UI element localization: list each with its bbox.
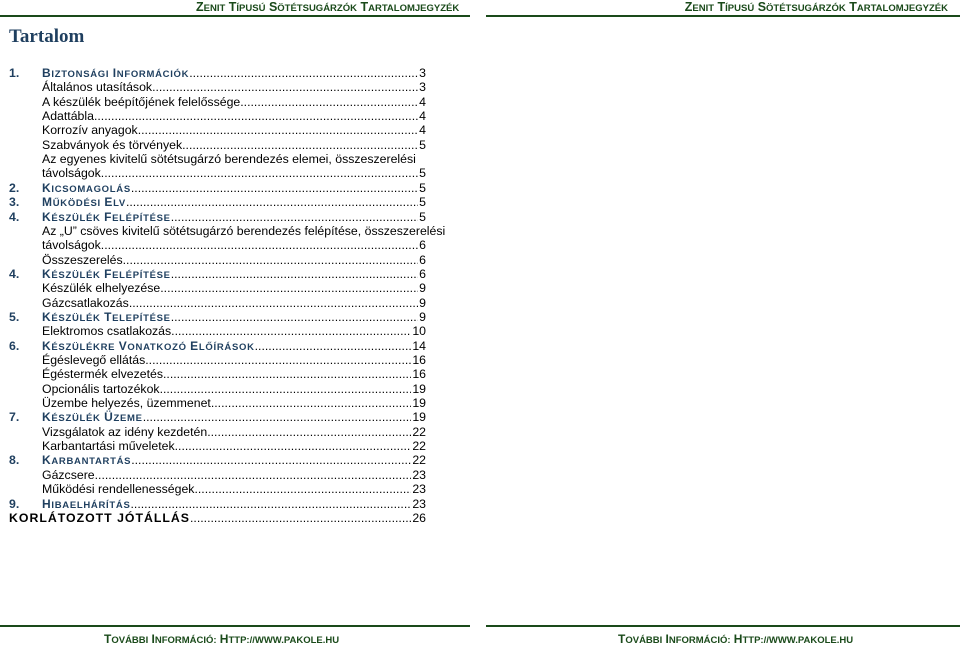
dot-leader — [182, 138, 418, 153]
dot-leader — [145, 353, 411, 368]
toc-entry-label: HIBAELHÁRÍTÁS — [42, 497, 131, 511]
toc-page-number: 16 — [412, 353, 426, 367]
toc-page-number: 9 — [419, 281, 426, 295]
dot-leader — [175, 439, 412, 454]
toc-entry-label: Készülék elhelyezése — [42, 281, 161, 295]
toc-entry-label: KÉSZÜLÉK ÜZEME — [42, 410, 143, 424]
toc-heading: Tartalom — [9, 26, 85, 47]
toc-entry[interactable] — [0, 109, 440, 124]
toc-page-number: 23 — [412, 468, 426, 482]
toc-entry-label: KORLÁTOZOTT JÓTÁLLÁS — [9, 511, 190, 525]
toc-page-number: 5 — [419, 210, 426, 224]
toc-page-number: 5 — [419, 138, 426, 152]
toc-entry[interactable] — [0, 468, 440, 483]
dot-leader — [94, 109, 418, 124]
toc-entry-label: Égéstermék elvezetés — [42, 367, 163, 381]
dot-leader — [163, 367, 411, 382]
dot-leader — [207, 425, 411, 440]
toc-entry[interactable] — [0, 439, 440, 454]
toc-section-number: 5. — [9, 310, 20, 324]
toc-page-number: 26 — [412, 511, 426, 525]
toc-entry-label: BIZTONSÁGI INFORMÁCIÓK — [42, 66, 190, 80]
toc-entry-label: Üzembe helyezés, üzemmenet — [42, 396, 211, 410]
toc-entry-label: MŰKÖDÉSI ELV — [42, 195, 126, 209]
toc-entry[interactable] — [0, 138, 440, 153]
toc-page-number: 4 — [419, 95, 426, 109]
dot-leader — [131, 181, 418, 196]
toc-section-number: 6. — [9, 339, 20, 353]
toc-section-entry[interactable] — [0, 210, 440, 225]
toc-section-number: 1. — [9, 66, 20, 80]
dot-leader — [171, 310, 418, 325]
toc-page-number: 6 — [419, 253, 426, 267]
toc-page-number: 19 — [412, 410, 426, 424]
dot-leader — [95, 468, 412, 483]
dot-leader — [126, 195, 418, 210]
toc-entry[interactable] — [0, 253, 440, 268]
header-rule-left — [0, 15, 470, 17]
toc-page-number: 14 — [412, 339, 426, 353]
toc-entry-label: A készülék beépítőjének felelőssége — [42, 95, 241, 109]
toc-entry-label: KÉSZÜLÉKRE VONATKOZÓ ELŐÍRÁSOK — [42, 339, 255, 353]
toc-page-number: 9 — [419, 310, 426, 324]
toc-entry[interactable] — [0, 80, 440, 95]
toc-entry[interactable] — [0, 353, 440, 368]
toc-page-number: 6 — [419, 238, 426, 252]
dot-leader — [171, 324, 411, 339]
dot-leader — [171, 267, 418, 282]
header-rule-right — [486, 15, 960, 17]
toc-page-number: 3 — [419, 80, 426, 94]
toc-section-entry[interactable] — [0, 195, 440, 210]
toc-page-number: 22 — [412, 439, 426, 453]
header-title-right: ZENIT TÍPUSÚ SÖTÉTSUGÁRZÓK TARTALOMJEGYZÉK — [684, 0, 948, 14]
toc-entry[interactable] — [0, 396, 440, 411]
toc-entry-label: Vizsgálatok az idény kezdetén — [42, 425, 208, 439]
dot-leader — [123, 253, 419, 268]
toc-page-number: 4 — [419, 123, 426, 137]
toc-entry-label: Általános utasítások — [42, 80, 153, 94]
toc-entry-label: távolságok — [42, 238, 101, 252]
toc-entry-label: Elektromos csatlakozás — [42, 324, 172, 338]
toc-section-number: 2. — [9, 181, 20, 195]
toc-page-number: 23 — [412, 497, 426, 511]
toc-entry-label: Működési rendellenességek — [42, 482, 195, 496]
toc-section-entry[interactable] — [0, 410, 440, 425]
toc-page-number: 23 — [412, 482, 426, 496]
toc-page-number: 3 — [419, 66, 426, 80]
toc-entry-label: Gázcsere — [42, 468, 95, 482]
dot-leader — [131, 497, 412, 512]
toc-section-number: 4. — [9, 210, 20, 224]
toc-entry-label: KÉSZÜLÉK FELÉPÍTÉSE — [42, 210, 171, 224]
toc-section-entry[interactable] — [0, 453, 440, 468]
toc-section-number: 9. — [9, 497, 20, 511]
dot-leader — [152, 80, 418, 95]
toc-entry[interactable] — [0, 166, 440, 181]
toc-entry-label: KICSOMAGOLÁS — [42, 181, 131, 195]
dot-leader — [189, 66, 418, 81]
toc-entry[interactable] — [0, 482, 440, 497]
toc-entry-label: KÉSZÜLÉK TELEPÍTÉSE — [42, 310, 171, 324]
toc-section-number: 4. — [9, 267, 20, 281]
toc-section-entry[interactable] — [0, 339, 440, 354]
toc-entry-label: KARBANTARTÁS — [42, 453, 132, 467]
dot-leader — [160, 281, 418, 296]
toc-page-number: 5 — [419, 166, 426, 180]
toc-section-number: 8. — [9, 453, 20, 467]
toc-entry-label: távolságok — [42, 166, 101, 180]
toc-entry-label: Karbantartási műveletek — [42, 439, 175, 453]
toc-entry[interactable] — [0, 281, 440, 296]
toc-section-entry[interactable] — [0, 497, 440, 512]
toc-entry[interactable] — [0, 367, 440, 382]
toc-entry[interactable] — [0, 296, 440, 311]
toc-page-number: 19 — [412, 396, 426, 410]
toc-section-number: 7. — [9, 410, 20, 424]
toc-entry-wrapped-line[interactable] — [0, 152, 440, 167]
dot-leader — [101, 166, 418, 181]
toc-section-entry[interactable] — [0, 310, 440, 325]
toc-entry[interactable] — [0, 95, 440, 110]
toc-section-number: 3. — [9, 195, 20, 209]
footer-info-right: TOVÁBBI INFORMÁCIÓ: HTTP://WWW.PAKOLE.HU — [618, 632, 854, 646]
dot-leader — [129, 296, 418, 311]
toc-page-number: 16 — [412, 367, 426, 381]
toc-entry-label: Korrozív anyagok — [42, 123, 138, 137]
toc-entry-label: Az „U” csöves kivitelű sötétsugárzó berendezés felépítése, összeszerelési — [42, 224, 446, 238]
toc-entry[interactable] — [0, 238, 440, 253]
toc-entry[interactable] — [0, 382, 440, 397]
toc-page-number: 4 — [419, 109, 426, 123]
toc-entry-label: Gázcsatlakozás — [42, 296, 129, 310]
toc-section-entry[interactable] — [0, 66, 440, 81]
toc-entry-label: Adattábla — [42, 109, 94, 123]
dot-leader — [255, 339, 412, 354]
toc-page-number: 22 — [412, 425, 426, 439]
dot-leader — [240, 95, 418, 110]
footer-rule-right — [486, 625, 960, 627]
toc-entry-label: Opcionális tartozékok — [42, 382, 160, 396]
footer-info-left: TOVÁBBI INFORMÁCIÓ: HTTP://WWW.PAKOLE.HU — [104, 632, 340, 646]
toc-entry-label: KÉSZÜLÉK FELÉPÍTÉSE — [42, 267, 171, 281]
toc-entry[interactable] — [0, 123, 440, 138]
toc-page-number: 6 — [419, 267, 426, 281]
toc-page-number: 19 — [412, 382, 426, 396]
dot-leader — [138, 123, 418, 138]
toc-section-entry[interactable] — [0, 181, 440, 196]
dot-leader — [171, 210, 418, 225]
dot-leader — [101, 238, 418, 253]
toc-entry[interactable] — [0, 324, 440, 339]
dot-leader — [131, 453, 411, 468]
toc-page-number: 22 — [412, 453, 426, 467]
toc-entry-label: Szabványok és törvények — [42, 138, 183, 152]
header-title-left: ZENIT TÍPUSÚ SÖTÉTSUGÁRZÓK TARTALOMJEGYZÉK — [196, 0, 460, 14]
toc-entry-wrapped-line[interactable] — [0, 224, 446, 239]
toc-top-entry[interactable] — [0, 511, 440, 526]
toc-page-number: 5 — [419, 181, 426, 195]
dot-leader — [160, 382, 412, 397]
toc-page-number: 5 — [419, 195, 426, 209]
toc-entry-label: Az egyenes kivitelű sötétsugárzó berendezés elemei, összeszerelési — [42, 152, 416, 166]
toc-page-number: 10 — [412, 324, 426, 338]
toc-page-number: 9 — [419, 296, 426, 310]
dot-leader — [211, 396, 411, 411]
dot-leader — [143, 410, 412, 425]
footer-rule-left — [0, 625, 470, 627]
dot-leader — [194, 482, 411, 497]
toc-entry-label: Égéslevegő ellátás — [42, 353, 146, 367]
dot-leader — [190, 511, 411, 526]
toc-entry[interactable] — [0, 425, 440, 440]
toc-section-entry[interactable] — [0, 267, 440, 282]
toc-entry-label: Összeszerelés — [42, 253, 123, 267]
